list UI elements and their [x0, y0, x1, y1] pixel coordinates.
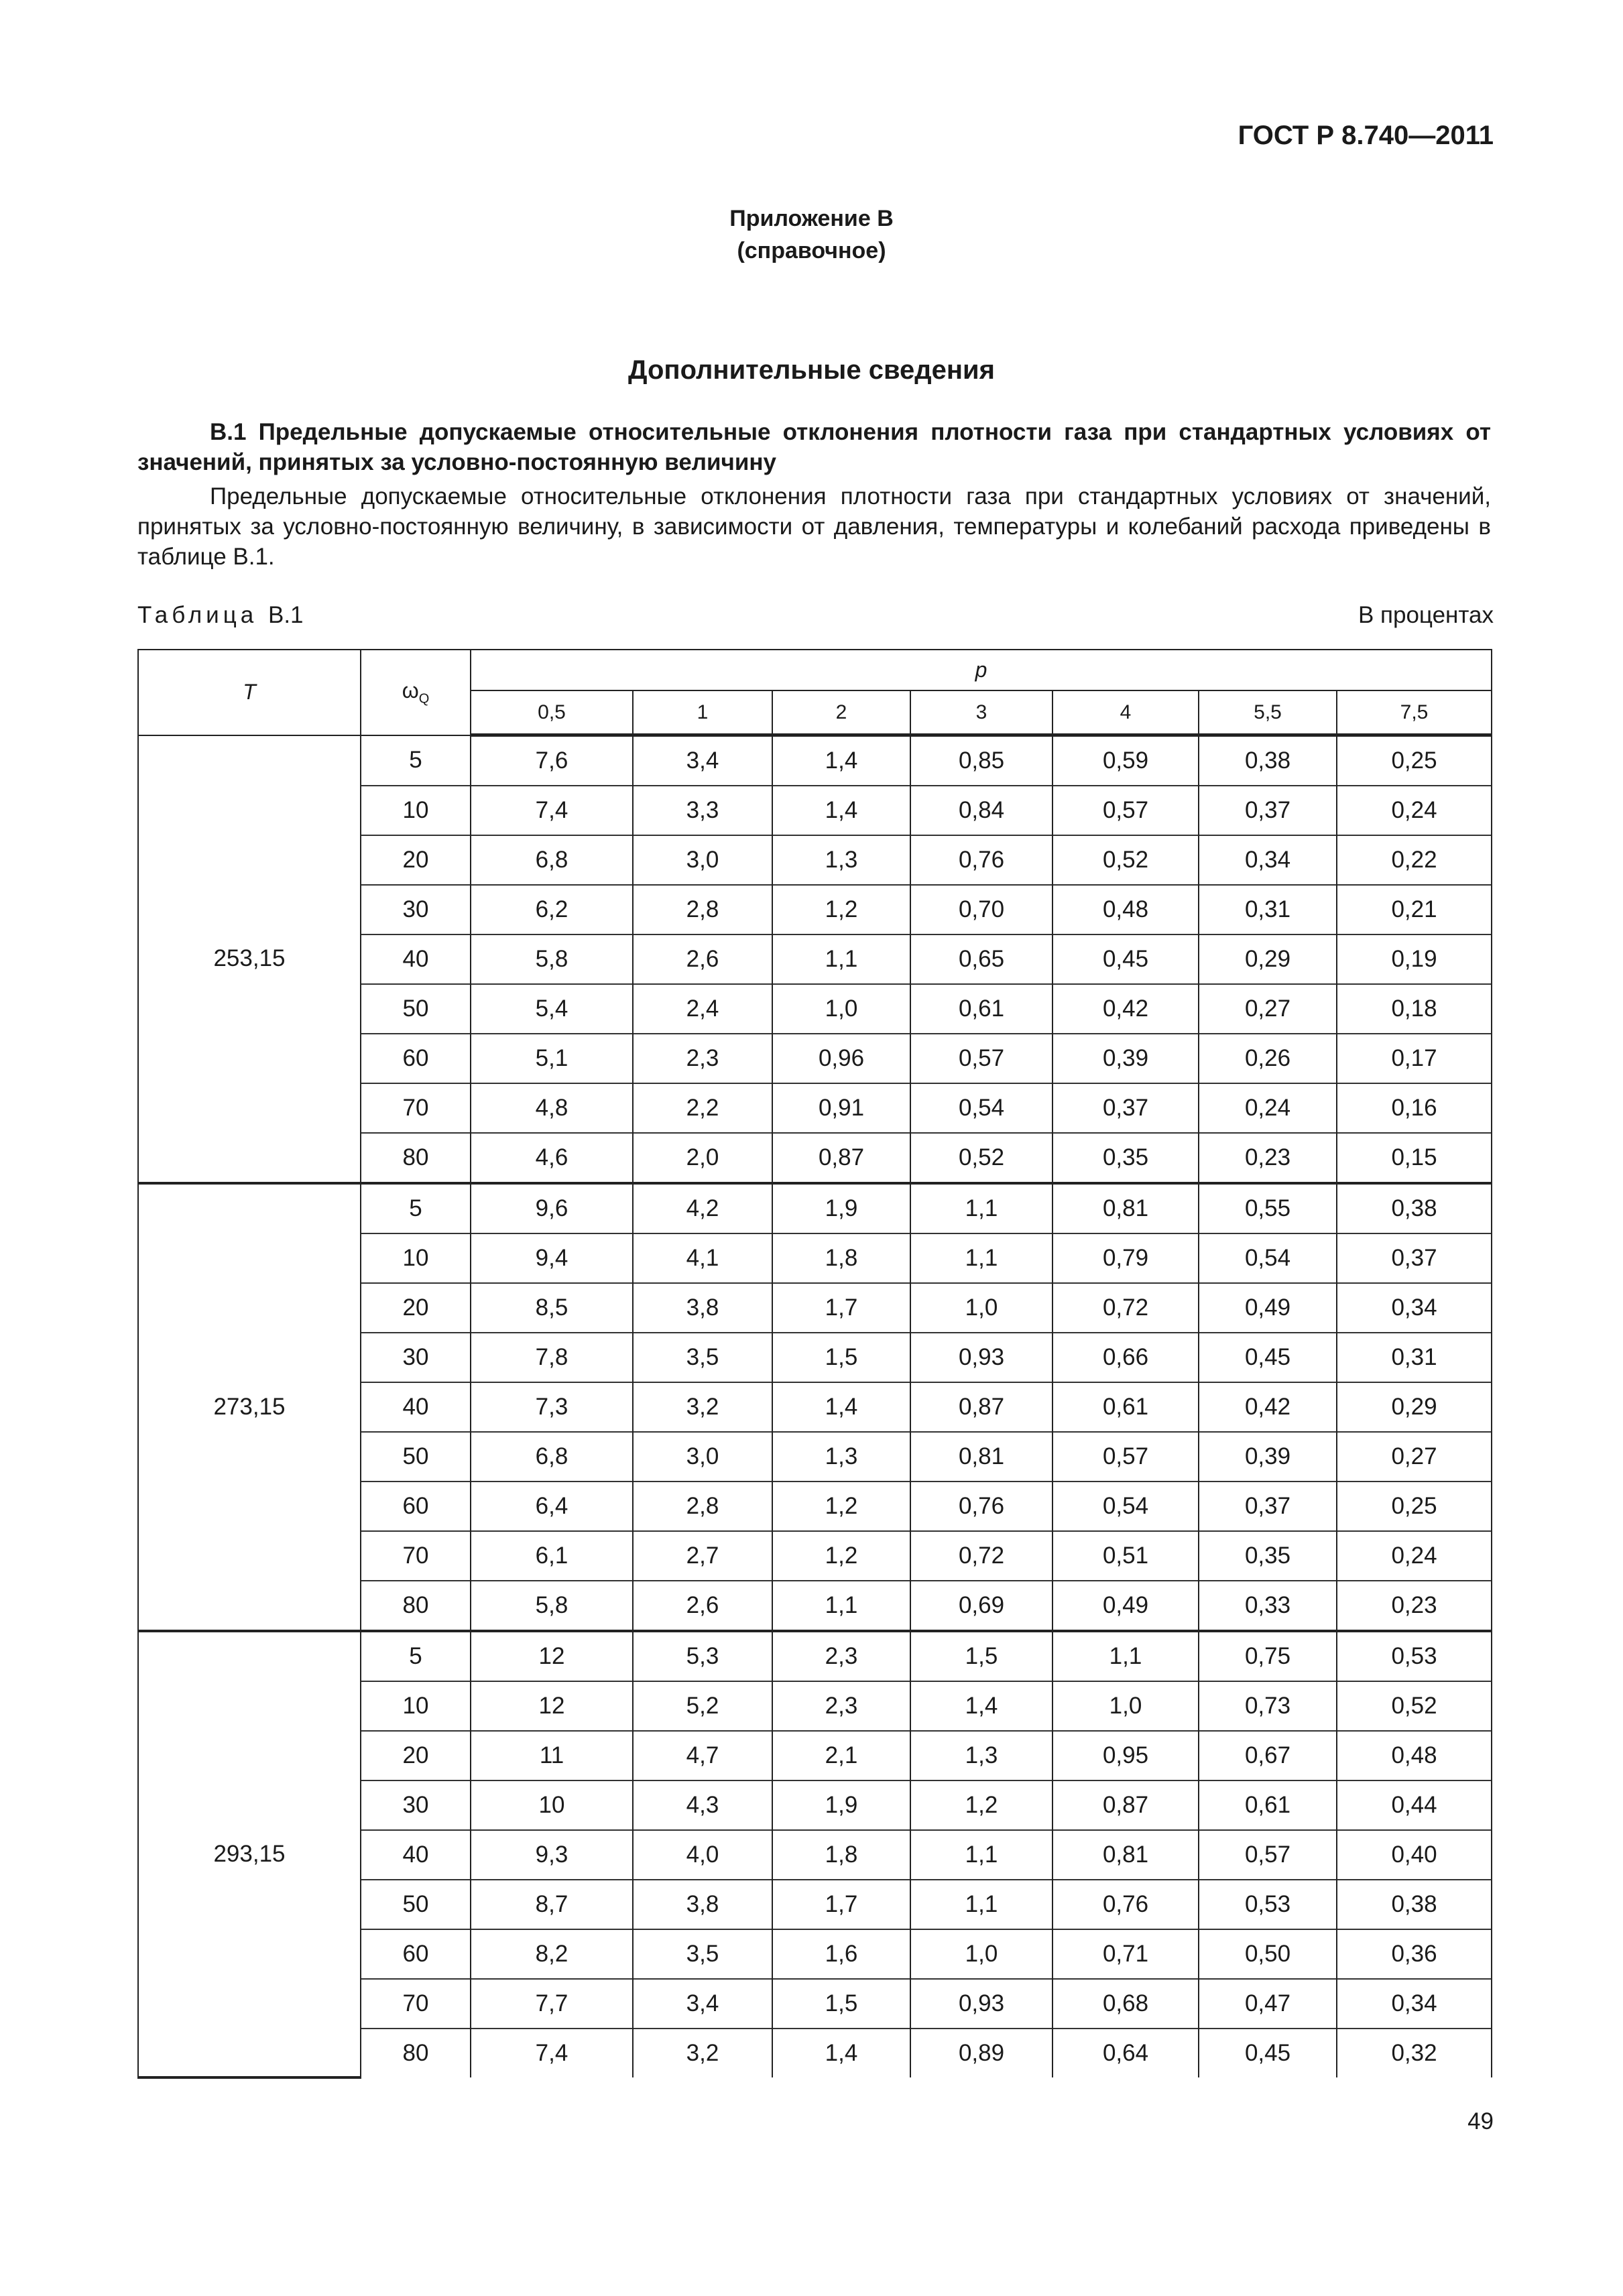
value-cell: 0,87 [1053, 1780, 1199, 1830]
omega-cell: 20 [361, 1731, 471, 1780]
value-cell: 4,8 [471, 1083, 633, 1133]
appendix-note: (справочное) [737, 238, 886, 263]
table-caption-prefix: Таблица [137, 602, 258, 628]
value-cell: 4,0 [633, 1830, 772, 1880]
value-cell: 1,1 [1053, 1631, 1199, 1681]
value-cell: 5,4 [471, 984, 633, 1034]
value-cell: 1,4 [910, 1681, 1053, 1731]
value-cell: 0,54 [1199, 1233, 1337, 1283]
value-cell: 1,0 [772, 984, 910, 1034]
value-cell: 6,2 [471, 885, 633, 934]
omega-cell: 40 [361, 1382, 471, 1432]
value-cell: 0,27 [1199, 984, 1337, 1034]
value-cell: 1,1 [910, 1830, 1053, 1880]
appendix-block [0, 202, 1623, 267]
value-cell: 0,76 [910, 1482, 1053, 1531]
value-cell: 0,57 [1053, 786, 1199, 835]
value-cell: 0,33 [1199, 1581, 1337, 1631]
value-cell: 0,76 [910, 835, 1053, 885]
value-cell: 2,7 [633, 1531, 772, 1581]
document-code: ГОСТ Р 8.740—2011 [1238, 121, 1494, 150]
value-cell: 0,37 [1199, 786, 1337, 835]
value-cell: 0,38 [1337, 1880, 1492, 1929]
value-cell: 1,4 [772, 735, 910, 786]
value-cell: 5,8 [471, 1581, 633, 1631]
value-cell: 0,87 [910, 1382, 1053, 1432]
value-cell: 1,2 [772, 1482, 910, 1531]
value-cell: 2,2 [633, 1083, 772, 1133]
value-cell: 0,73 [1199, 1681, 1337, 1731]
value-cell: 0,32 [1337, 2029, 1492, 2077]
value-cell: 0,61 [1199, 1780, 1337, 1830]
value-cell: 2,0 [633, 1133, 772, 1183]
value-cell: 0,70 [910, 885, 1053, 934]
value-cell: 9,4 [471, 1233, 633, 1283]
value-cell: 3,0 [633, 1432, 772, 1482]
value-cell: 0,37 [1053, 1083, 1199, 1133]
omega-cell: 50 [361, 1432, 471, 1482]
value-cell: 1,0 [910, 1283, 1053, 1333]
temperature-cell: 253,15 [138, 735, 361, 1184]
value-cell: 1,8 [772, 1233, 910, 1283]
value-cell: 0,34 [1337, 1979, 1492, 2029]
appendix-title: Приложение В [729, 206, 894, 231]
value-cell: 3,2 [633, 2029, 772, 2077]
omega-cell: 80 [361, 1581, 471, 1631]
value-cell: 12 [471, 1681, 633, 1731]
value-cell: 7,4 [471, 2029, 633, 2077]
value-cell: 0,25 [1337, 735, 1492, 786]
section-heading: Дополнительные сведения [628, 355, 995, 385]
omega-cell: 20 [361, 835, 471, 885]
value-cell: 0,75 [1199, 1631, 1337, 1681]
value-cell: 2,8 [633, 1482, 772, 1531]
value-cell: 0,35 [1199, 1531, 1337, 1581]
value-cell: 0,81 [1053, 1183, 1199, 1233]
value-cell: 0,55 [1199, 1183, 1337, 1233]
table-row [138, 1631, 1492, 1681]
value-cell: 11 [471, 1731, 633, 1780]
data-table-container [137, 649, 1491, 2079]
value-cell: 3,5 [633, 1929, 772, 1979]
value-cell: 0,91 [772, 1083, 910, 1133]
omega-cell: 50 [361, 984, 471, 1034]
value-cell: 0,17 [1337, 1034, 1492, 1083]
header-temperature: T [138, 650, 361, 735]
omega-cell: 10 [361, 1681, 471, 1731]
value-cell: 0,45 [1053, 934, 1199, 984]
omega-cell: 80 [361, 1133, 471, 1183]
value-cell: 1,4 [772, 786, 910, 835]
value-cell: 4,3 [633, 1780, 772, 1830]
omega-cell: 30 [361, 885, 471, 934]
value-cell: 0,48 [1053, 885, 1199, 934]
value-cell: 2,1 [772, 1731, 910, 1780]
page-number: 49 [1467, 2108, 1494, 2134]
value-cell: 0,23 [1199, 1133, 1337, 1183]
value-cell: 0,16 [1337, 1083, 1492, 1133]
value-cell: 0,36 [1337, 1929, 1492, 1979]
value-cell: 3,4 [633, 1979, 772, 2029]
value-cell: 0,54 [1053, 1482, 1199, 1531]
header-p-value: 3 [910, 690, 1053, 735]
value-cell: 2,3 [772, 1631, 910, 1681]
value-cell: 5,2 [633, 1681, 772, 1731]
value-cell: 0,53 [1199, 1880, 1337, 1929]
value-cell: 0,24 [1337, 1531, 1492, 1581]
value-cell: 0,18 [1337, 984, 1492, 1034]
value-cell: 0,38 [1337, 1183, 1492, 1233]
value-cell: 1,5 [910, 1631, 1053, 1681]
value-cell: 0,76 [1053, 1880, 1199, 1929]
value-cell: 0,71 [1053, 1929, 1199, 1979]
value-cell: 2,6 [633, 1581, 772, 1631]
value-cell: 0,24 [1199, 1083, 1337, 1133]
value-cell: 1,6 [772, 1929, 910, 1979]
value-cell: 2,3 [633, 1034, 772, 1083]
value-cell: 6,1 [471, 1531, 633, 1581]
table-row [138, 1183, 1492, 1233]
value-cell: 0,72 [1053, 1283, 1199, 1333]
value-cell: 0,59 [1053, 735, 1199, 786]
value-cell: 5,1 [471, 1034, 633, 1083]
omega-cell: 5 [361, 1631, 471, 1681]
header-p-value: 0,5 [471, 690, 633, 735]
header-p-value: 5,5 [1199, 690, 1337, 735]
value-cell: 0,61 [910, 984, 1053, 1034]
value-cell: 1,1 [772, 1581, 910, 1631]
table-caption [137, 602, 304, 629]
value-cell: 0,23 [1337, 1581, 1492, 1631]
header-p-value: 2 [772, 690, 910, 735]
value-cell: 0,95 [1053, 1731, 1199, 1780]
value-cell: 0,72 [910, 1531, 1053, 1581]
value-cell: 3,3 [633, 786, 772, 835]
value-cell: 1,3 [772, 835, 910, 885]
value-cell: 0,64 [1053, 2029, 1199, 2077]
value-cell: 5,8 [471, 934, 633, 984]
value-cell: 1,5 [772, 1333, 910, 1382]
value-cell: 0,31 [1199, 885, 1337, 934]
header-pressure: p [471, 650, 1492, 690]
value-cell: 0,51 [1053, 1531, 1199, 1581]
value-cell: 0,66 [1053, 1333, 1199, 1382]
value-cell: 0,93 [910, 1979, 1053, 2029]
subsection-body: Предельные допускаемые относительные отклонения плотности газа при стандартных условиях от значений, принятых за условно-постоянную величину, в зависимости от давления, температуры и колебаний расхода приведены в таблице В.1. [137, 483, 1491, 570]
omega-cell: 50 [361, 1880, 471, 1929]
value-cell: 0,89 [910, 2029, 1053, 2077]
value-cell: 1,4 [772, 1382, 910, 1432]
value-cell: 0,57 [1053, 1432, 1199, 1482]
value-cell: 3,4 [633, 735, 772, 786]
value-cell: 1,9 [772, 1780, 910, 1830]
value-cell: 0,25 [1337, 1482, 1492, 1531]
value-cell: 1,3 [772, 1432, 910, 1482]
value-cell: 1,1 [910, 1233, 1053, 1283]
temperature-cell: 293,15 [138, 1631, 361, 2077]
value-cell: 9,3 [471, 1830, 633, 1880]
value-cell: 0,67 [1199, 1731, 1337, 1780]
value-cell: 0,57 [910, 1034, 1053, 1083]
value-cell: 0,45 [1199, 1333, 1337, 1382]
omega-cell: 70 [361, 1979, 471, 2029]
value-cell: 10 [471, 1780, 633, 1830]
omega-cell: 10 [361, 786, 471, 835]
value-cell: 0,93 [910, 1333, 1053, 1382]
header-omega-subscript: Q [418, 690, 430, 706]
value-cell: 1,9 [772, 1183, 910, 1233]
value-cell: 0,15 [1337, 1133, 1492, 1183]
value-cell: 0,48 [1337, 1731, 1492, 1780]
value-cell: 2,3 [772, 1681, 910, 1731]
omega-cell: 30 [361, 1780, 471, 1830]
value-cell: 0,96 [772, 1034, 910, 1083]
value-cell: 0,54 [910, 1083, 1053, 1133]
value-cell: 3,2 [633, 1382, 772, 1432]
value-cell: 6,4 [471, 1482, 633, 1531]
value-cell: 3,8 [633, 1880, 772, 1929]
value-cell: 0,81 [910, 1432, 1053, 1482]
value-cell: 0,52 [1337, 1681, 1492, 1731]
value-cell: 0,81 [1053, 1830, 1199, 1880]
value-cell: 1,0 [1053, 1681, 1199, 1731]
value-cell: 0,34 [1199, 835, 1337, 885]
value-cell: 0,39 [1053, 1034, 1199, 1083]
value-cell: 0,24 [1337, 786, 1492, 835]
value-cell: 0,22 [1337, 835, 1492, 885]
value-cell: 4,2 [633, 1183, 772, 1233]
value-cell: 2,8 [633, 885, 772, 934]
value-cell: 1,2 [910, 1780, 1053, 1830]
value-cell: 0,19 [1337, 934, 1492, 984]
value-cell: 3,5 [633, 1333, 772, 1382]
omega-cell: 40 [361, 1830, 471, 1880]
omega-cell: 20 [361, 1283, 471, 1333]
omega-cell: 5 [361, 1183, 471, 1233]
value-cell: 0,52 [1053, 835, 1199, 885]
header-omega [361, 650, 471, 735]
value-cell: 0,47 [1199, 1979, 1337, 2029]
value-cell: 1,1 [910, 1880, 1053, 1929]
value-cell: 0,38 [1199, 735, 1337, 786]
value-cell: 1,3 [910, 1731, 1053, 1780]
omega-cell: 60 [361, 1929, 471, 1979]
table-units: В процентах [1358, 602, 1494, 628]
value-cell: 0,53 [1337, 1631, 1492, 1681]
value-cell: 7,8 [471, 1333, 633, 1382]
omega-cell: 5 [361, 735, 471, 786]
value-cell: 0,87 [772, 1133, 910, 1183]
value-cell: 7,4 [471, 786, 633, 835]
value-cell: 12 [471, 1631, 633, 1681]
value-cell: 7,7 [471, 1979, 633, 2029]
value-cell: 0,52 [910, 1133, 1053, 1183]
omega-cell: 30 [361, 1333, 471, 1382]
value-cell: 0,21 [1337, 885, 1492, 934]
value-cell: 1,4 [772, 2029, 910, 2077]
omega-cell: 60 [361, 1482, 471, 1531]
value-cell: 0,29 [1337, 1382, 1492, 1432]
value-cell: 1,1 [772, 934, 910, 984]
value-cell: 5,3 [633, 1631, 772, 1681]
header-p-value: 7,5 [1337, 690, 1492, 735]
omega-cell: 60 [361, 1034, 471, 1083]
value-cell: 3,0 [633, 835, 772, 885]
value-cell: 0,35 [1053, 1133, 1199, 1183]
table-caption-number: В.1 [267, 602, 304, 628]
data-table [137, 649, 1492, 2079]
value-cell: 0,68 [1053, 1979, 1199, 2029]
value-cell: 0,42 [1053, 984, 1199, 1034]
value-cell: 0,50 [1199, 1929, 1337, 1979]
omega-cell: 70 [361, 1531, 471, 1581]
value-cell: 0,61 [1053, 1382, 1199, 1432]
omega-cell: 70 [361, 1083, 471, 1133]
value-cell: 0,29 [1199, 934, 1337, 984]
value-cell: 4,6 [471, 1133, 633, 1183]
value-cell: 0,27 [1337, 1432, 1492, 1482]
value-cell: 0,69 [910, 1581, 1053, 1631]
table-body [138, 735, 1492, 2078]
value-cell: 0,79 [1053, 1233, 1199, 1283]
value-cell: 7,3 [471, 1382, 633, 1432]
header-p-value: 4 [1053, 690, 1199, 735]
value-cell: 0,49 [1053, 1581, 1199, 1631]
omega-cell: 40 [361, 934, 471, 984]
value-cell: 8,5 [471, 1283, 633, 1333]
value-cell: 7,6 [471, 735, 633, 786]
value-cell: 1,2 [772, 885, 910, 934]
table-row [138, 735, 1492, 786]
omega-cell: 10 [361, 1233, 471, 1283]
value-cell: 0,40 [1337, 1830, 1492, 1880]
header-p-value: 1 [633, 690, 772, 735]
value-cell: 0,31 [1337, 1333, 1492, 1382]
value-cell: 1,2 [772, 1531, 910, 1581]
value-cell: 0,26 [1199, 1034, 1337, 1083]
value-cell: 1,1 [910, 1183, 1053, 1233]
value-cell: 4,7 [633, 1731, 772, 1780]
omega-cell: 80 [361, 2029, 471, 2077]
value-cell: 0,65 [910, 934, 1053, 984]
value-cell: 0,42 [1199, 1382, 1337, 1432]
value-cell: 1,7 [772, 1880, 910, 1929]
subsection-title: В.1 Предельные допускаемые относительные отклонения плотности газа при стандартных условиях от значений, принятых за условно-постоянную величину [137, 419, 1491, 475]
value-cell: 2,6 [633, 934, 772, 984]
value-cell: 4,1 [633, 1233, 772, 1283]
value-cell: 0,45 [1199, 2029, 1337, 2077]
value-cell: 0,39 [1199, 1432, 1337, 1482]
value-cell: 0,37 [1199, 1482, 1337, 1531]
value-cell: 0,85 [910, 735, 1053, 786]
value-cell: 9,6 [471, 1183, 633, 1233]
temperature-cell: 273,15 [138, 1183, 361, 1631]
value-cell: 3,8 [633, 1283, 772, 1333]
value-cell: 1,5 [772, 1979, 910, 2029]
value-cell: 0,49 [1199, 1283, 1337, 1333]
value-cell: 6,8 [471, 1432, 633, 1482]
value-cell: 0,84 [910, 786, 1053, 835]
value-cell: 8,7 [471, 1880, 633, 1929]
value-cell: 0,44 [1337, 1780, 1492, 1830]
value-cell: 1,7 [772, 1283, 910, 1333]
value-cell: 6,8 [471, 835, 633, 885]
value-cell: 0,57 [1199, 1830, 1337, 1880]
value-cell: 0,34 [1337, 1283, 1492, 1333]
value-cell: 1,0 [910, 1929, 1053, 1979]
header-omega-symbol: ω [402, 678, 419, 703]
value-cell: 2,4 [633, 984, 772, 1034]
value-cell: 0,37 [1337, 1233, 1492, 1283]
value-cell: 8,2 [471, 1929, 633, 1979]
value-cell: 1,8 [772, 1830, 910, 1880]
